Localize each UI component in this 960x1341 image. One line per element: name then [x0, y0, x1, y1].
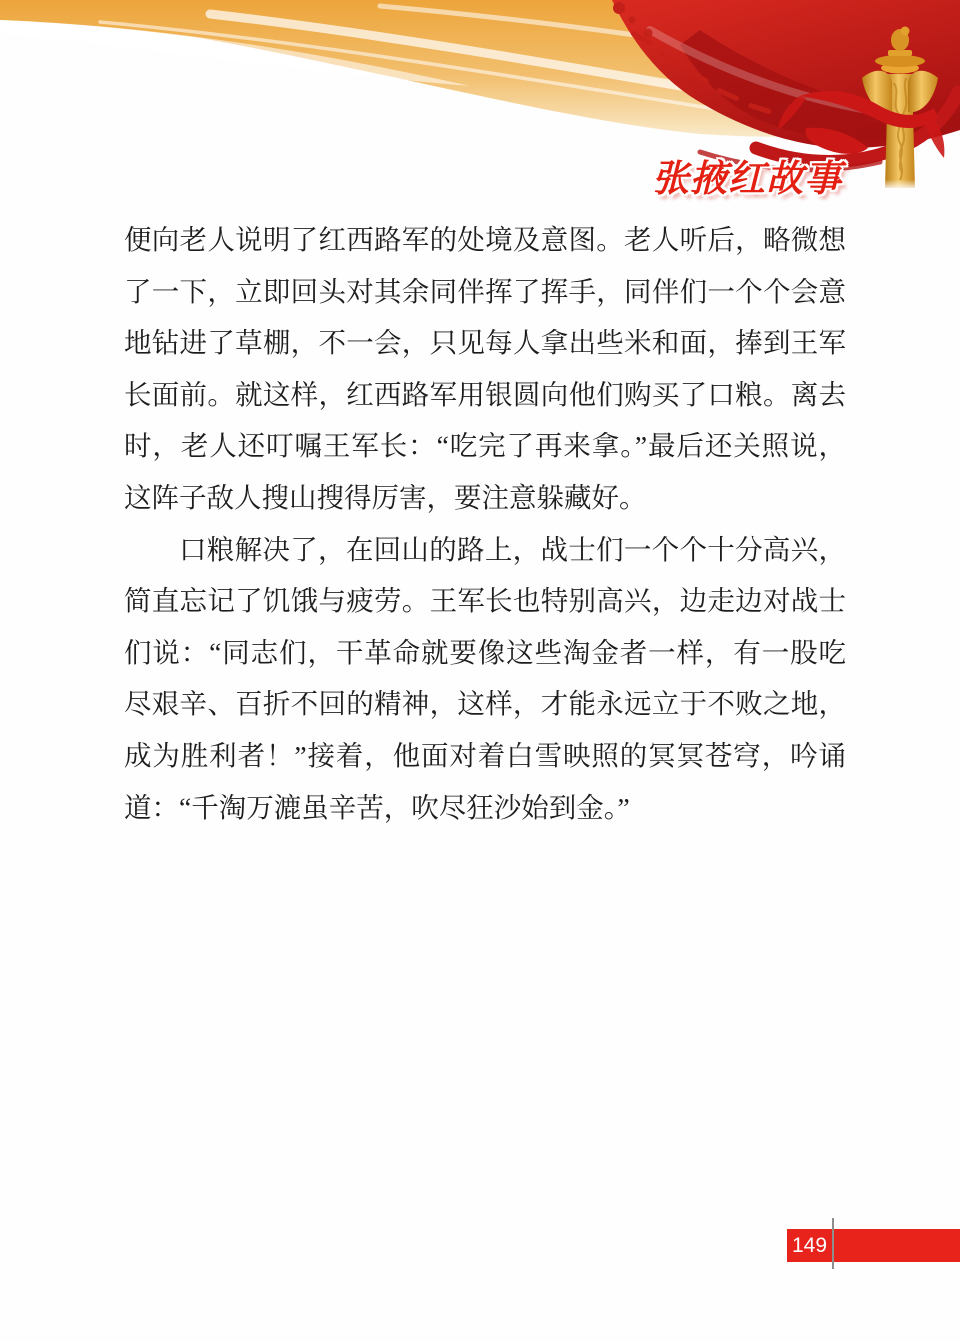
page-number-bar: [787, 1229, 960, 1262]
text-line: 了一下，立即回头对其余同伴挥了挥手，同伴们一个个会意: [124, 275, 846, 307]
text-line: 时，老人还叮嘱王军长：“吃完了再来拿。”最后还关照说，: [124, 430, 846, 462]
text-line: 这阵子敌人搜山搜得厉害，要注意躲藏好。: [124, 481, 647, 513]
text-line: 长面前。就这样，红西路军用银圆向他们购买了口粮。离去: [124, 378, 846, 410]
text-line: 简直忘记了饥饿与疲劳。王军长也特别高兴，边走边对战士: [124, 585, 846, 617]
text-line: 尽艰辛、百折不回的精神，这样，才能永远立于不败之地，: [124, 688, 846, 720]
page-body-text: [124, 214, 846, 833]
text-line: 们说：“同志们，干革命就要像这些淘金者一样，有一股吃: [124, 636, 846, 668]
text-line: 便向老人说明了红西路军的处境及意图。老人听后，略微想: [124, 224, 846, 255]
text-line: 成为胜利者！”接着，他面对着白雪映照的冥冥苍穹，吟诵: [124, 739, 846, 771]
page-number: 149: [791, 1234, 828, 1257]
text-line: 口粮解决了，在回山的路上，战士们一个个十分高兴，: [179, 533, 846, 565]
footer-rule: [832, 1218, 834, 1269]
text-line: 地钻进了草棚，不一会，只见每人拿出些米和面，捧到王军: [124, 327, 846, 359]
page-title: 张掖红故事: [652, 158, 842, 199]
text-line: 道：“千淘万漉虽辛苦，吹尽狂沙始到金。”: [124, 791, 630, 823]
